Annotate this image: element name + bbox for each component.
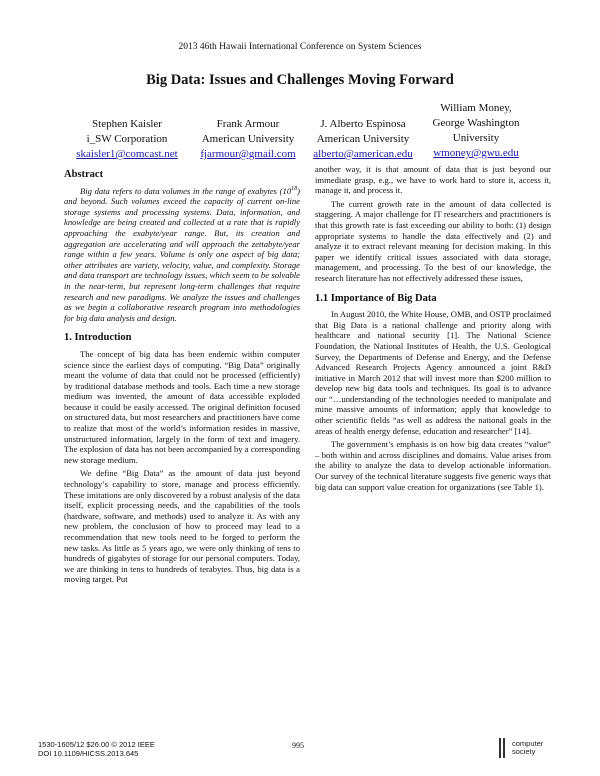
author-name: Stephen Kaisler (92, 118, 162, 130)
paragraph: The concept of big data has been endemic within computer science since the earliest days of computing. “Big Data” originally meant the volume of data that could not be processed (efficiently) by traditional database methods and tools. Each time a new storage medium was invented, the amount of data accessible exploded because it could be easily accessed. The original definition focused on structured data, but most researchers and practitioners have come to realize that most of the world’s information resides in massive, unstructured information, largely in the form of text and imagery. The explosion of data has not been accompanied by a corresponding new storage medium. (64, 348, 300, 465)
author-email[interactable]: alberto@american.edu (313, 148, 413, 160)
society-emblem-icon (498, 738, 510, 758)
author-name: William Money, (440, 102, 512, 114)
abstract-text: Big data refers to data volumes in the range of exabytes $(10^{18})$ and beyond. Such volumes exceed the capacity of current on-line storage systems and processing systems. Data, information, and knowledge are being created and collected at a rate that is rapidly approaching the exabyte/year range. But, its creation and aggregation are accelerating and will approach the zettabyte/year range within a few years. Volume is only one aspect of big data; other attributes are variety, velocity, value, and complexity. Storage and data transport are technology issues, which seem to be solvable in the near-term, but represent long-term challenges that require research and new paradigms. We analyze the issues and challenges as we begin a collaborative research program into methodologies for big data analysis and design. (64, 185, 300, 323)
importance-heading: 1.1 Importance of Big Data (315, 292, 437, 304)
footer-price: 1530-1605/12 $26.00 © 2012 IEEE (38, 740, 155, 749)
paragraph: The current growth rate in the amount of data collected is staggering. A major challenge for IT researchers and practitioners is that this growth rate is fast exceeding our ability to both: (1) design appropriate systems to handle the data effectively and (2) and analyze it to extract relevant meaning for decision making. In this paper we identify critical issues associated with data storage, management, and processing. To the best of our knowledge, the research literature has not effectively addressed these issues, (315, 198, 551, 283)
paper-title: Big Data: Issues and Challenges Moving Forward (146, 72, 454, 88)
author-affiliation: American University (316, 133, 410, 145)
author-name: George Washington (432, 117, 520, 129)
logo-text: computer society (512, 739, 544, 756)
author-affiliation: i_SW Corporation (86, 133, 168, 145)
abstract-heading: Abstract (64, 169, 104, 180)
author-block (408, 101, 544, 161)
author-email[interactable]: fjarmour@gmail.com (200, 148, 296, 160)
footer-info (38, 740, 155, 758)
footer-doi: DOI 10.1109/HICSS.2013.645 (38, 749, 139, 758)
left-column (64, 170, 300, 588)
right-column (315, 164, 551, 495)
author-block (188, 117, 308, 162)
author-affiliation: American University (201, 133, 295, 145)
conference-header: 2013 46th Hawaii International Conference on System Sciences (178, 42, 422, 52)
computer-society-logo (498, 736, 562, 762)
author-email[interactable]: skaisler1@comcast.net (76, 148, 178, 160)
author-email[interactable]: wmoney@gwu.edu (433, 147, 519, 159)
page-number: 995 (292, 741, 304, 750)
author-block (62, 117, 192, 162)
author-affiliation: University (452, 132, 500, 144)
introduction-heading: 1. Introduction (64, 332, 132, 344)
author-name: Frank Armour (216, 118, 280, 130)
paragraph: The government’s emphasis is on how big data creates “value” – both within and across disciplines and domains. Value arises from the ability to analyze the data to develop actionable information. Our survey of the technical literature suggests five generic ways that big data can support value creation for organizations (see Table 1). (315, 439, 551, 492)
author-name: J. Alberto Espinosa (320, 118, 406, 130)
paragraph: In August 2010, the White House, OMB, and OSTP proclaimed that Big Data is a national challenge and priority along with healthcare and national security [1]. The National Science Foundation, the National Institutes of Health, the U.S. Geological Survey, the Departments of Defense and Energy, and the Defense Advanced Research Projects Agency announced a joint R&D initiative in March 2012 that will invest more than $200 million to develop new big data tools and techniques. Its goal is to advance our “…understanding of the technologies needed to manipulate and mine massive amounts of information; apply that knowledge to other scientific fields “as well as address the national goals in the areas of health energy defense, education and researcher” [14]. (315, 309, 551, 436)
paragraph: We define “Big Data” as the amount of data just beyond technology’s capability to store, manage and process efficiently. These imitations are only discovered by a robust analysis of the data itself, explicit processing needs, and the capabilities of the tools (hardware, software, and methods) used to analyze it. As with any new problem, the conclusion of how to proceed may lead to a recommendation that new tools need to be forged to perform the new tasks. As little as 5 years ago, we were only thinking of tens to hundreds of gigabytes of storage for our personal computers. Today, we are thinking in tens to hundreds of terabytes. Thus, big data is a moving target. Put (64, 468, 300, 585)
paragraph: another way, it is that amount of data that is just beyond our immediate grasp, e.g., we have to work hard to store it, access it, manage it, and process it. (315, 164, 551, 196)
